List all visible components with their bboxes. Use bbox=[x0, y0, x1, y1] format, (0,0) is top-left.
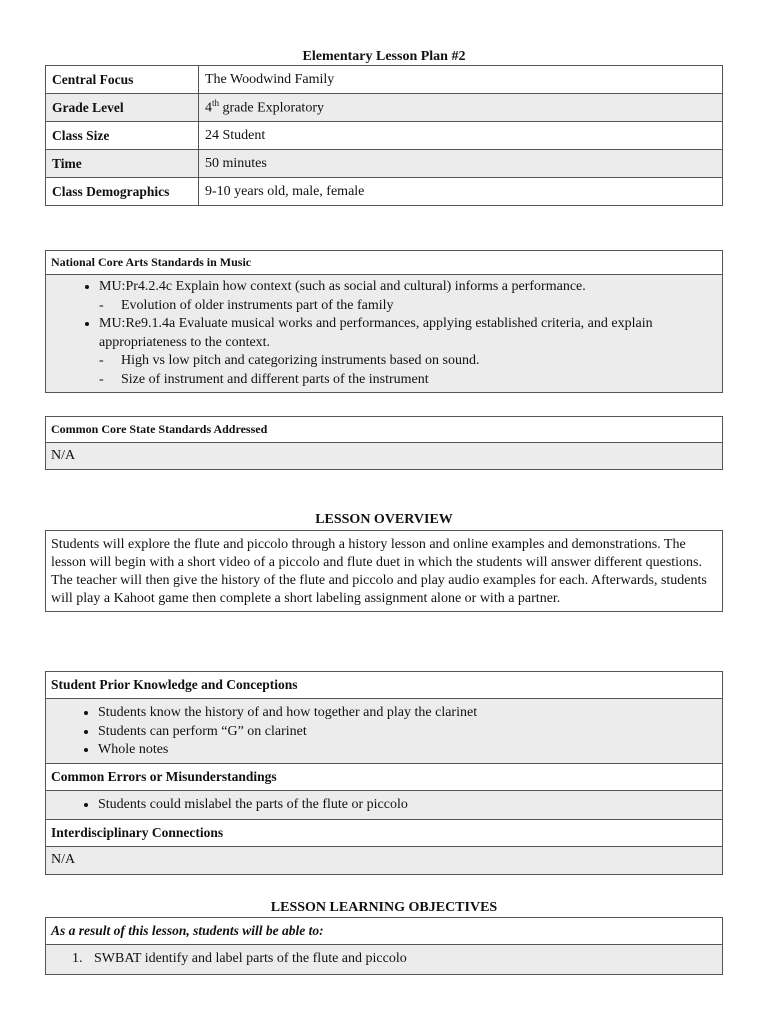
list-item: • Students know the history of and how together and play the clarinet bbox=[98, 704, 717, 723]
list-item bbox=[99, 278, 717, 315]
objective-item: SWBAT identify and label parts of the flute and piccolo bbox=[94, 951, 407, 966]
standard-item-2-sub-1: - High vs low pitch and categorizing instruments based on sound. bbox=[99, 352, 717, 371]
demographics-label: Class Demographics bbox=[46, 178, 199, 206]
common-core-section bbox=[45, 416, 723, 470]
objectives-intro: As a result of this lesson, students will be able to: bbox=[46, 918, 722, 945]
demographics-value: 9-10 years old, male, female bbox=[199, 178, 723, 206]
table-row bbox=[46, 66, 723, 94]
national-standards-section bbox=[45, 250, 723, 393]
national-standards-body bbox=[46, 275, 722, 392]
objectives-section bbox=[45, 917, 723, 975]
grade-suffix: th bbox=[212, 98, 220, 109]
central-focus-label: Central Focus bbox=[46, 66, 199, 94]
table-row bbox=[46, 122, 723, 150]
lesson-info-table bbox=[45, 65, 723, 206]
standard-item-2: MU:Re9.1.4a Evaluate musical works and performances, applying established criteria, and explain appropriateness to the context. bbox=[99, 316, 653, 350]
list-item: • Students could mislabel the parts of the flute or piccolo bbox=[98, 796, 717, 815]
time-value: 50 minutes bbox=[199, 150, 723, 178]
objectives-body bbox=[46, 945, 722, 974]
time-label: Time bbox=[46, 150, 199, 178]
standard-item-1: MU:Pr4.2.4c Explain how context (such as social and cultural) informs a performance. bbox=[99, 279, 586, 294]
central-focus-value: The Woodwind Family bbox=[199, 66, 723, 94]
table-row bbox=[46, 178, 723, 206]
grade-number: 4 bbox=[205, 100, 212, 116]
national-standards-header: National Core Arts Standards in Music bbox=[46, 251, 722, 275]
overview-text: Students will explore the flute and piccolo through a history lesson and online examples and demonstrations. The lesson will begin with a short video of a piccolo and flute duet in which the students will answer different questions. The teacher will then give the history of the flute and piccolo and play audio examples for each. Afterwards, students will play a Kahoot game then complete a short labeling assignment alone or with a partner. bbox=[45, 530, 723, 612]
objective-number: 1. bbox=[72, 951, 83, 966]
grade-level-value bbox=[199, 94, 723, 122]
standard-item-2-sub-2: - Size of instrument and different parts of the instrument bbox=[99, 371, 717, 390]
page-title: Elementary Lesson Plan #2 bbox=[302, 49, 466, 64]
common-core-header: Common Core State Standards Addressed bbox=[46, 417, 722, 443]
list-item: • Whole notes bbox=[98, 741, 717, 760]
grade-level-label: Grade Level bbox=[46, 94, 199, 122]
errors-body bbox=[46, 791, 722, 820]
objectives-heading: LESSON LEARNING OBJECTIVES bbox=[270, 900, 498, 915]
prior-knowledge-header: Student Prior Knowledge and Conceptions bbox=[46, 672, 722, 699]
table-row bbox=[46, 94, 723, 122]
class-size-value: 24 Student bbox=[199, 122, 723, 150]
list-item bbox=[99, 315, 717, 389]
errors-header: Common Errors or Misunderstandings bbox=[46, 763, 722, 791]
prior-knowledge-body bbox=[46, 699, 722, 763]
table-row bbox=[46, 150, 723, 178]
interdisciplinary-value: N/A bbox=[46, 847, 722, 874]
grade-text: grade Exploratory bbox=[219, 100, 324, 116]
overview-heading: LESSON OVERVIEW bbox=[315, 512, 453, 527]
interdisciplinary-header: Interdisciplinary Connections bbox=[46, 819, 722, 847]
prior-knowledge-section bbox=[45, 671, 723, 875]
standard-item-1-sub-1: - Evolution of older instruments part of the family bbox=[99, 297, 717, 316]
class-size-label: Class Size bbox=[46, 122, 199, 150]
common-core-value: N/A bbox=[46, 443, 722, 469]
list-item: • Students can perform “G” on clarinet bbox=[98, 723, 717, 742]
